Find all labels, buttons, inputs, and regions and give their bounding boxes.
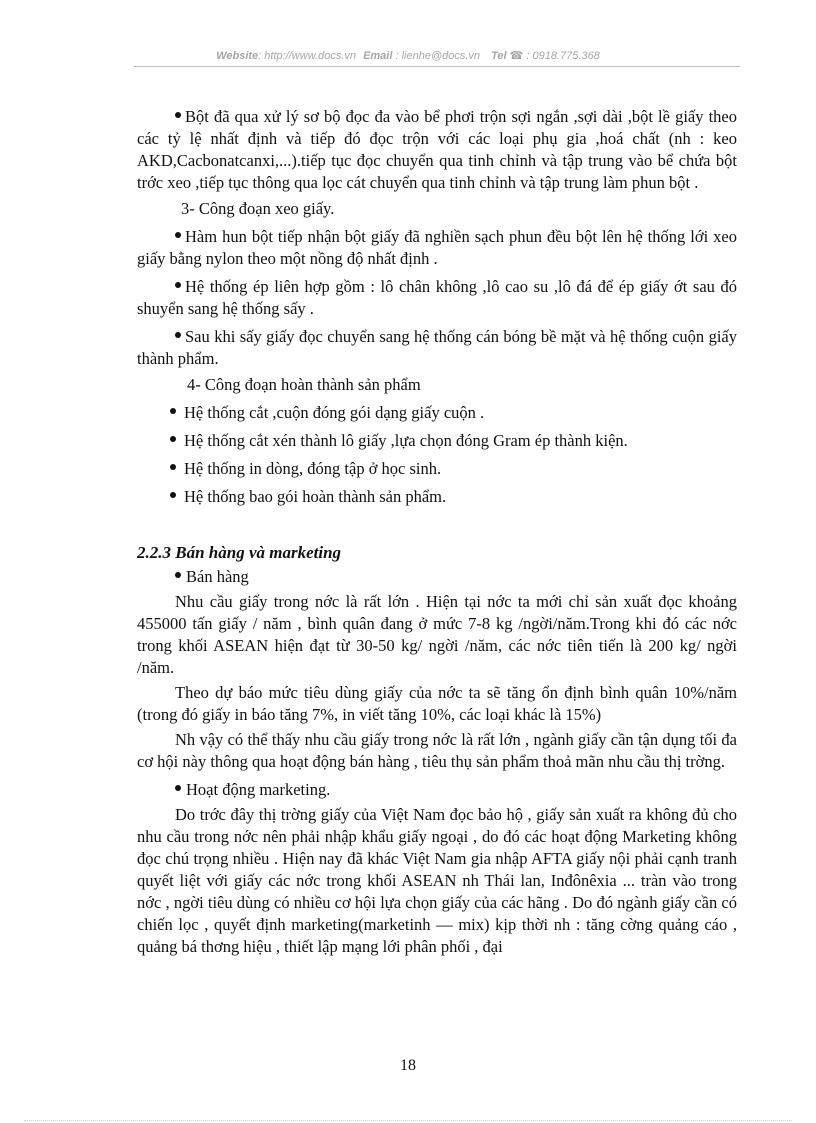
page-header <box>0 49 816 62</box>
marketing-heading: Hoạt động marketing. <box>137 779 737 801</box>
paragraph: Nh vậy có thể thấy nhu cầu giấy trong nớc là rất lớn , ngành giấy cần tận dụng tối đa cơ hội này thông qua hoạt động bán hàng , tiêu thụ sản phẩm thoả mãn nhu cầu thị trờng. <box>137 730 737 771</box>
bullet-icon <box>175 572 181 578</box>
list-item: Hệ thống cắt xén thành lô giấy ,lựa chọn đóng Gram ép thành kiện. <box>137 430 737 452</box>
list-item: Hệ thống bao gói hoàn thành sản phẩm. <box>137 486 737 508</box>
bullet-icon <box>170 408 176 414</box>
paragraph: Nhu cầu giấy trong nớc là rất lớn . Hiện tại nớc ta mới chỉ sản xuất đọc khoảng 455000 tấn giấy / năm , bình quân đang ở mức 7-8 kg /ngời/năm.Trong khi đó các nớc trong khối ASEAN hiện đạt từ 30-50 kg/ ngời /năm, các nớc tiên tiến là 200 kg/ ngời /năm. <box>137 592 737 677</box>
website-label: Website <box>216 50 259 62</box>
bullet-icon <box>170 464 176 470</box>
page-number: 18 <box>400 1057 416 1074</box>
bullet-paragraph: Hàm hun bột tiếp nhận bột giấy đã nghiền sạch phun đều bột lên hệ thống lới xeo giấy bằng nylon theo một nồng độ nhất định . <box>137 227 737 268</box>
bullet-icon <box>175 232 181 238</box>
footer-divider <box>24 1120 792 1121</box>
header-divider <box>134 66 740 67</box>
bullet-paragraph: Sau khi sấy giấy đọc chuyển sang hệ thống cán bóng bề mặt và hệ thống cuộn giấy thành phẩm. <box>137 327 737 368</box>
bullet-paragraph: Hệ thống ép liên hợp gồm : lô chân không ,lô cao su ,lô đá để ép giấy ớt sau đó shuyển sang hệ thống sấy . <box>137 277 737 318</box>
list-item: Hệ thống cắt ,cuộn đóng gói dạng giấy cuộn . <box>137 402 737 424</box>
email-label: Email <box>363 50 393 62</box>
tel-value: ☎ : 0918.775.368 <box>506 50 600 62</box>
bullet-icon <box>175 282 181 288</box>
section-title: 2.2.3 Bán hàng và marketing <box>137 543 342 562</box>
paragraph: Theo dự báo mức tiêu dùng giấy của nớc ta sẽ tăng ổn định bình quân 10%/năm (trong đó giấy in báo tăng 7%, in viết tăng 10%, các loại khác là 15%) <box>137 683 737 724</box>
step-heading: 4- Công đoạn hoàn thành sản phẩm <box>187 375 421 394</box>
bullet-paragraph: Bột đã qua xử lý sơ bộ đọc đa vào bể phơi trộn sợi ngắn ,sợi dài ,bột lề giấy theo các tỷ lệ nhất định và tiếp đó đọc trộn với các loại phụ gia ,hoá chất (nh : keo AKD,Cacbonatcanxi,...).tiếp tục đọc chuyển qua tinh chỉnh và tập trung vào bể chứa bột trớc xeo ,tiếp tục thông qua lọc cát chuyển qua tinh chỉnh và tập trung làm phun bột . <box>137 107 737 192</box>
website-value[interactable]: : http://www.docs.vn <box>258 50 356 62</box>
paragraph: Do trớc đây thị trờng giấy của Việt Nam đọc bảo hộ , giấy sản xuất ra không đủ cho nhu cầu trong nớc nên phải nhập khẩu giấy ngoại , do đó các hoạt động Marketing không đọc chú trọng nhiều . Hiện nay đã khác Việt Nam gia nhập AFTA giấy nội phải cạnh tranh quyết liệt với giấy các nớc trong khối ASEAN nh Thái lan, Inđônêxia ... tràn vào trong nớc , ngời tiêu dùng có nhiều cơ hội lựa chọn giấy của các hãng . Do đó ngành giấy cần có chiến lọc , quyết định marketing(marketinh — mix) kịp thời nh : tăng cờng quảng cáo , quảng bá thơng hiệu , thiết lập mạng lới phân phối , đại <box>137 805 737 956</box>
document-body <box>137 100 737 958</box>
step-heading: 3- Công đoạn xeo giấy. <box>181 199 335 218</box>
bullet-icon <box>175 112 181 118</box>
bullet-icon <box>175 332 181 338</box>
email-value[interactable]: : lienhe@docs.vn <box>392 50 481 62</box>
tel-label: Tel <box>491 50 507 62</box>
list-item: Hệ thống in dòng, đóng tập ở học sinh. <box>137 458 737 480</box>
bullet-icon <box>175 785 181 791</box>
sales-heading: Bán hàng <box>137 566 737 588</box>
bullet-icon <box>170 436 176 442</box>
bullet-icon <box>170 492 176 498</box>
